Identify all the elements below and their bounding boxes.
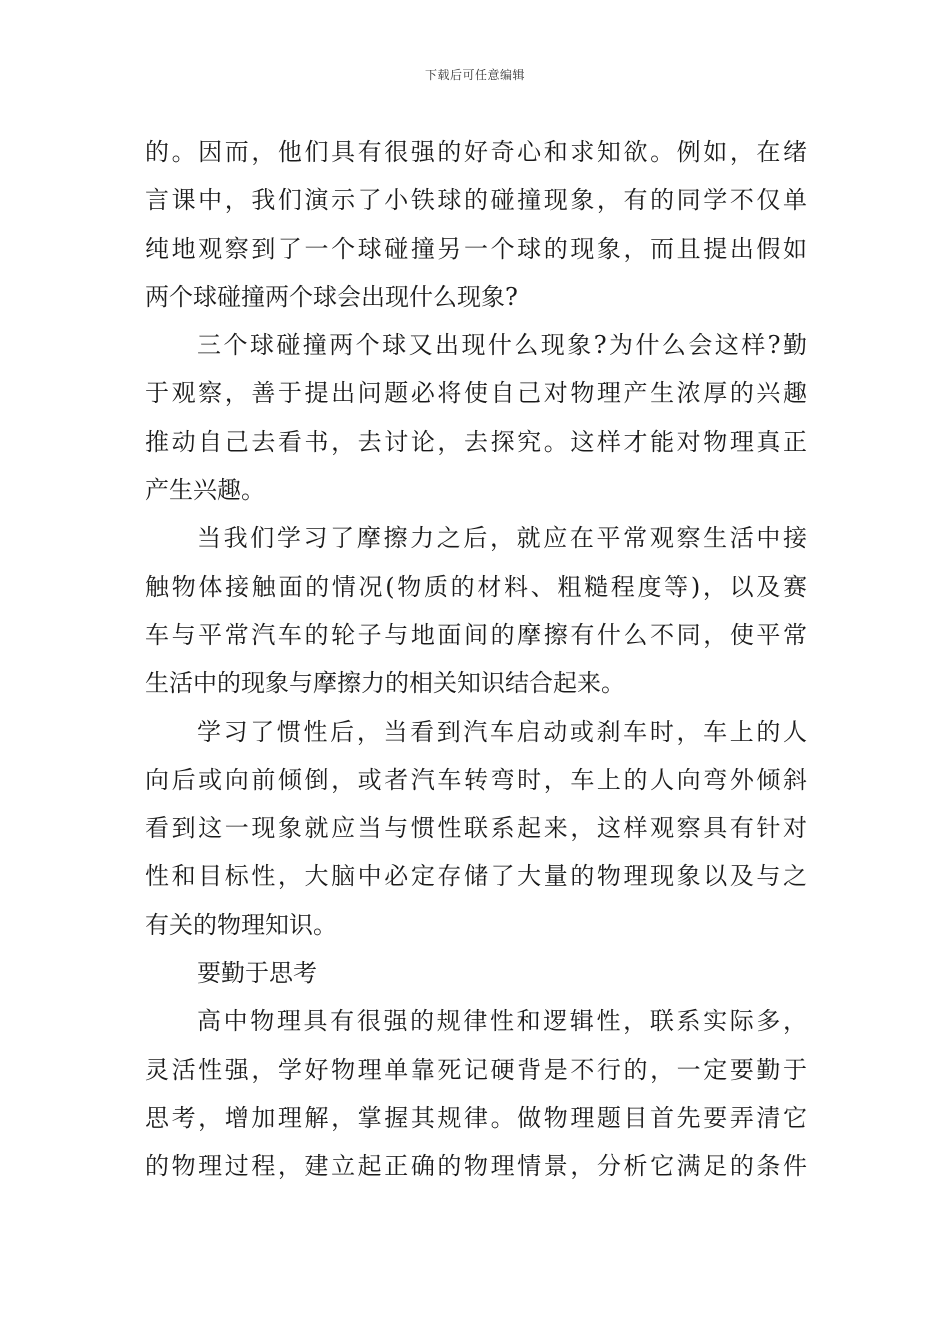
text-line: 当我们学习了摩擦力之后，就应在平常观察生活中接 bbox=[197, 524, 807, 553]
text-line: 推动自己去看书，去讨论，去探究。这样才能对物理真正 bbox=[145, 427, 807, 456]
page-header: 下载后可任意编辑 bbox=[424, 68, 525, 82]
text-line: 于观察，善于提出问题必将使自己对物理产生浓厚的兴趣 bbox=[145, 379, 807, 408]
text-line: 产生兴趣。 bbox=[145, 476, 265, 505]
text-line: 思考，增加理解，掌握其规律。做物理题目首先要弄清它 bbox=[145, 1103, 807, 1132]
text-line: 性和目标性，大脑中必定存储了大量的物理现象以及与之 bbox=[145, 862, 807, 891]
text-line: 两个球碰撞两个球会出现什么现象? bbox=[145, 282, 518, 311]
text-line: 要勤于思考 bbox=[197, 959, 317, 988]
text-line: 言课中，我们演示了小铁球的碰撞现象，有的同学不仅单 bbox=[145, 186, 807, 215]
text-line: 车与平常汽车的轮子与地面间的摩擦有什么不同，使平常 bbox=[145, 620, 807, 649]
text-line: 向后或向前倾倒，或者汽车转弯时，车上的人向弯外倾斜 bbox=[145, 765, 807, 794]
document-body bbox=[145, 128, 807, 1191]
text-line: 生活中的现象与摩擦力的相关知识结合起来。 bbox=[145, 669, 625, 698]
text-line: 学习了惯性后，当看到汽车启动或刹车时，车上的人 bbox=[197, 717, 807, 746]
text-line: 三个球碰撞两个球又出现什么现象?为什么会这样?勤 bbox=[197, 331, 807, 360]
text-line: 高中物理具有很强的规律性和逻辑性，联系实际多， bbox=[197, 1007, 807, 1036]
text-line: 看到这一现象就应当与惯性联系起来，这样观察具有针对 bbox=[145, 814, 807, 843]
text-line: 有关的物理知识。 bbox=[145, 910, 337, 939]
text-line: 灵活性强，学好物理单靠死记硬背是不行的，一定要勤于 bbox=[145, 1055, 807, 1084]
text-line: 纯地观察到了一个球碰撞另一个球的现象，而且提出假如 bbox=[145, 234, 807, 263]
text-line: 触物体接触面的情况(物质的材料、粗糙程度等)，以及赛 bbox=[145, 572, 807, 601]
text-line: 的。因而，他们具有很强的好奇心和求知欲。例如，在绪 bbox=[145, 138, 807, 166]
text-line: 的物理过程，建立起正确的物理情景，分析它满足的条件 bbox=[145, 1152, 807, 1181]
